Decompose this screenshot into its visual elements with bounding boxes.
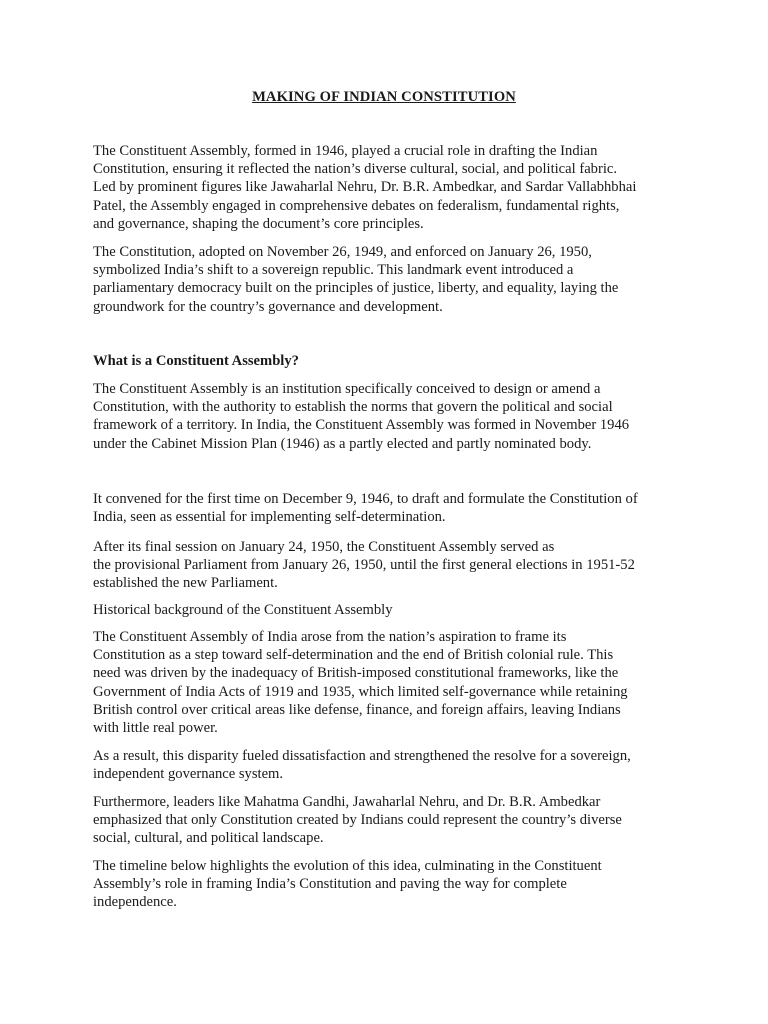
section-paragraph-3: [93, 538, 635, 593]
paragraph-line: framework of a territory. In India, the Constituent Assembly was formed in November 1946: [93, 417, 630, 434]
paragraph-line: The Constitution, adopted on November 26, 1949, and enforced on January 26, 1950,: [93, 244, 592, 260]
paragraph-line: The Constituent Assembly is an institution specifically conceived to design or amend a: [93, 381, 601, 397]
paragraph-line: After its final session on January 24, 1950, the Constituent Assembly served as: [93, 539, 555, 555]
paragraph-line: Constitution as a step toward self-determination and the end of British colonial rule. This: [93, 647, 614, 664]
background-paragraph-3: [93, 793, 622, 848]
paragraph-line: British control over critical areas like defense, finance, and foreign affairs, leaving Indians: [93, 701, 621, 718]
paragraph-line: and governance, shaping the document’s core principles.: [93, 215, 424, 232]
background-paragraph-1: [93, 628, 628, 737]
section-paragraph-1: [93, 380, 629, 453]
paragraph-line: independence.: [93, 894, 177, 911]
paragraph-line: Furthermore, leaders like Mahatma Gandhi, Jawaharlal Nehru, and Dr. B.R. Ambedkar: [93, 794, 601, 810]
paragraph-line: Constitution, with the authority to establish the norms that govern the political and social: [93, 399, 613, 416]
document-title: MAKING OF INDIAN CONSTITUTION: [252, 89, 516, 105]
paragraph-line: established the new Parliament.: [93, 575, 278, 592]
paragraph-line: the provisional Parliament from January 26, 1950, until the first general elections in 1951-52: [93, 557, 635, 574]
paragraph-line: As a result, this disparity fueled dissatisfaction and strengthened the resolve for a sovereign,: [93, 748, 631, 764]
paragraph-line: The Constituent Assembly, formed in 1946, played a crucial role in drafting the Indian: [93, 143, 598, 159]
paragraph-line: symbolized India’s shift to a sovereign republic. This landmark event introduced a: [93, 262, 574, 279]
section-heading: What is a Constituent Assembly?: [93, 353, 299, 369]
paragraph-line: Patel, the Assembly engaged in comprehensive debates on federalism, fundamental rights,: [93, 197, 620, 214]
paragraph-line: emphasized that only Constitution created by Indians could represent the country’s diverse: [93, 812, 622, 829]
subheading: Historical background of the Constituent Assembly: [93, 602, 393, 618]
intro-paragraph-1: [93, 142, 636, 233]
paragraph-line: India, seen as essential for implementing self-determination.: [93, 509, 446, 526]
paragraph-line: with little real power.: [93, 720, 218, 737]
paragraph-line: under the Cabinet Mission Plan (1946) as a partly elected and partly nominated body.: [93, 435, 592, 452]
section-paragraph-2: [93, 490, 638, 526]
paragraph-line: Assembly’s role in framing India’s Constitution and paving the way for complete: [93, 876, 567, 893]
paragraph-line: groundwork for the country’s governance and development.: [93, 298, 443, 315]
paragraph-line: Led by prominent figures like Jawaharlal Nehru, Dr. B.R. Ambedkar, and Sardar Vallabhbhai: [93, 179, 637, 196]
paragraph-line: Constitution, ensuring it reflected the nation’s diverse cultural, social, and political fabric.: [93, 161, 618, 178]
intro-paragraph-2: [93, 243, 618, 316]
paragraph-line: It convened for the first time on December 9, 1946, to draft and formulate the Constitution of: [93, 491, 638, 507]
paragraph-line: social, cultural, and political landscape.: [93, 830, 324, 847]
paragraph-line: The timeline below highlights the evolution of this idea, culminating in the Constituent: [93, 858, 602, 874]
background-paragraph-2: [93, 747, 631, 783]
paragraph-line: need was driven by the inadequacy of British-imposed constitutional frameworks, like the: [93, 665, 619, 682]
paragraph-line: parliamentary democracy built on the principles of justice, liberty, and equality, laying the: [93, 280, 619, 297]
background-paragraph-4: [93, 857, 602, 912]
paragraph-line: The Constituent Assembly of India arose from the nation’s aspiration to frame its: [93, 629, 567, 645]
paragraph-line: independent governance system.: [93, 766, 284, 783]
paragraph-line: Government of India Acts of 1919 and 1935, which limited self-governance while retaining: [93, 683, 628, 700]
